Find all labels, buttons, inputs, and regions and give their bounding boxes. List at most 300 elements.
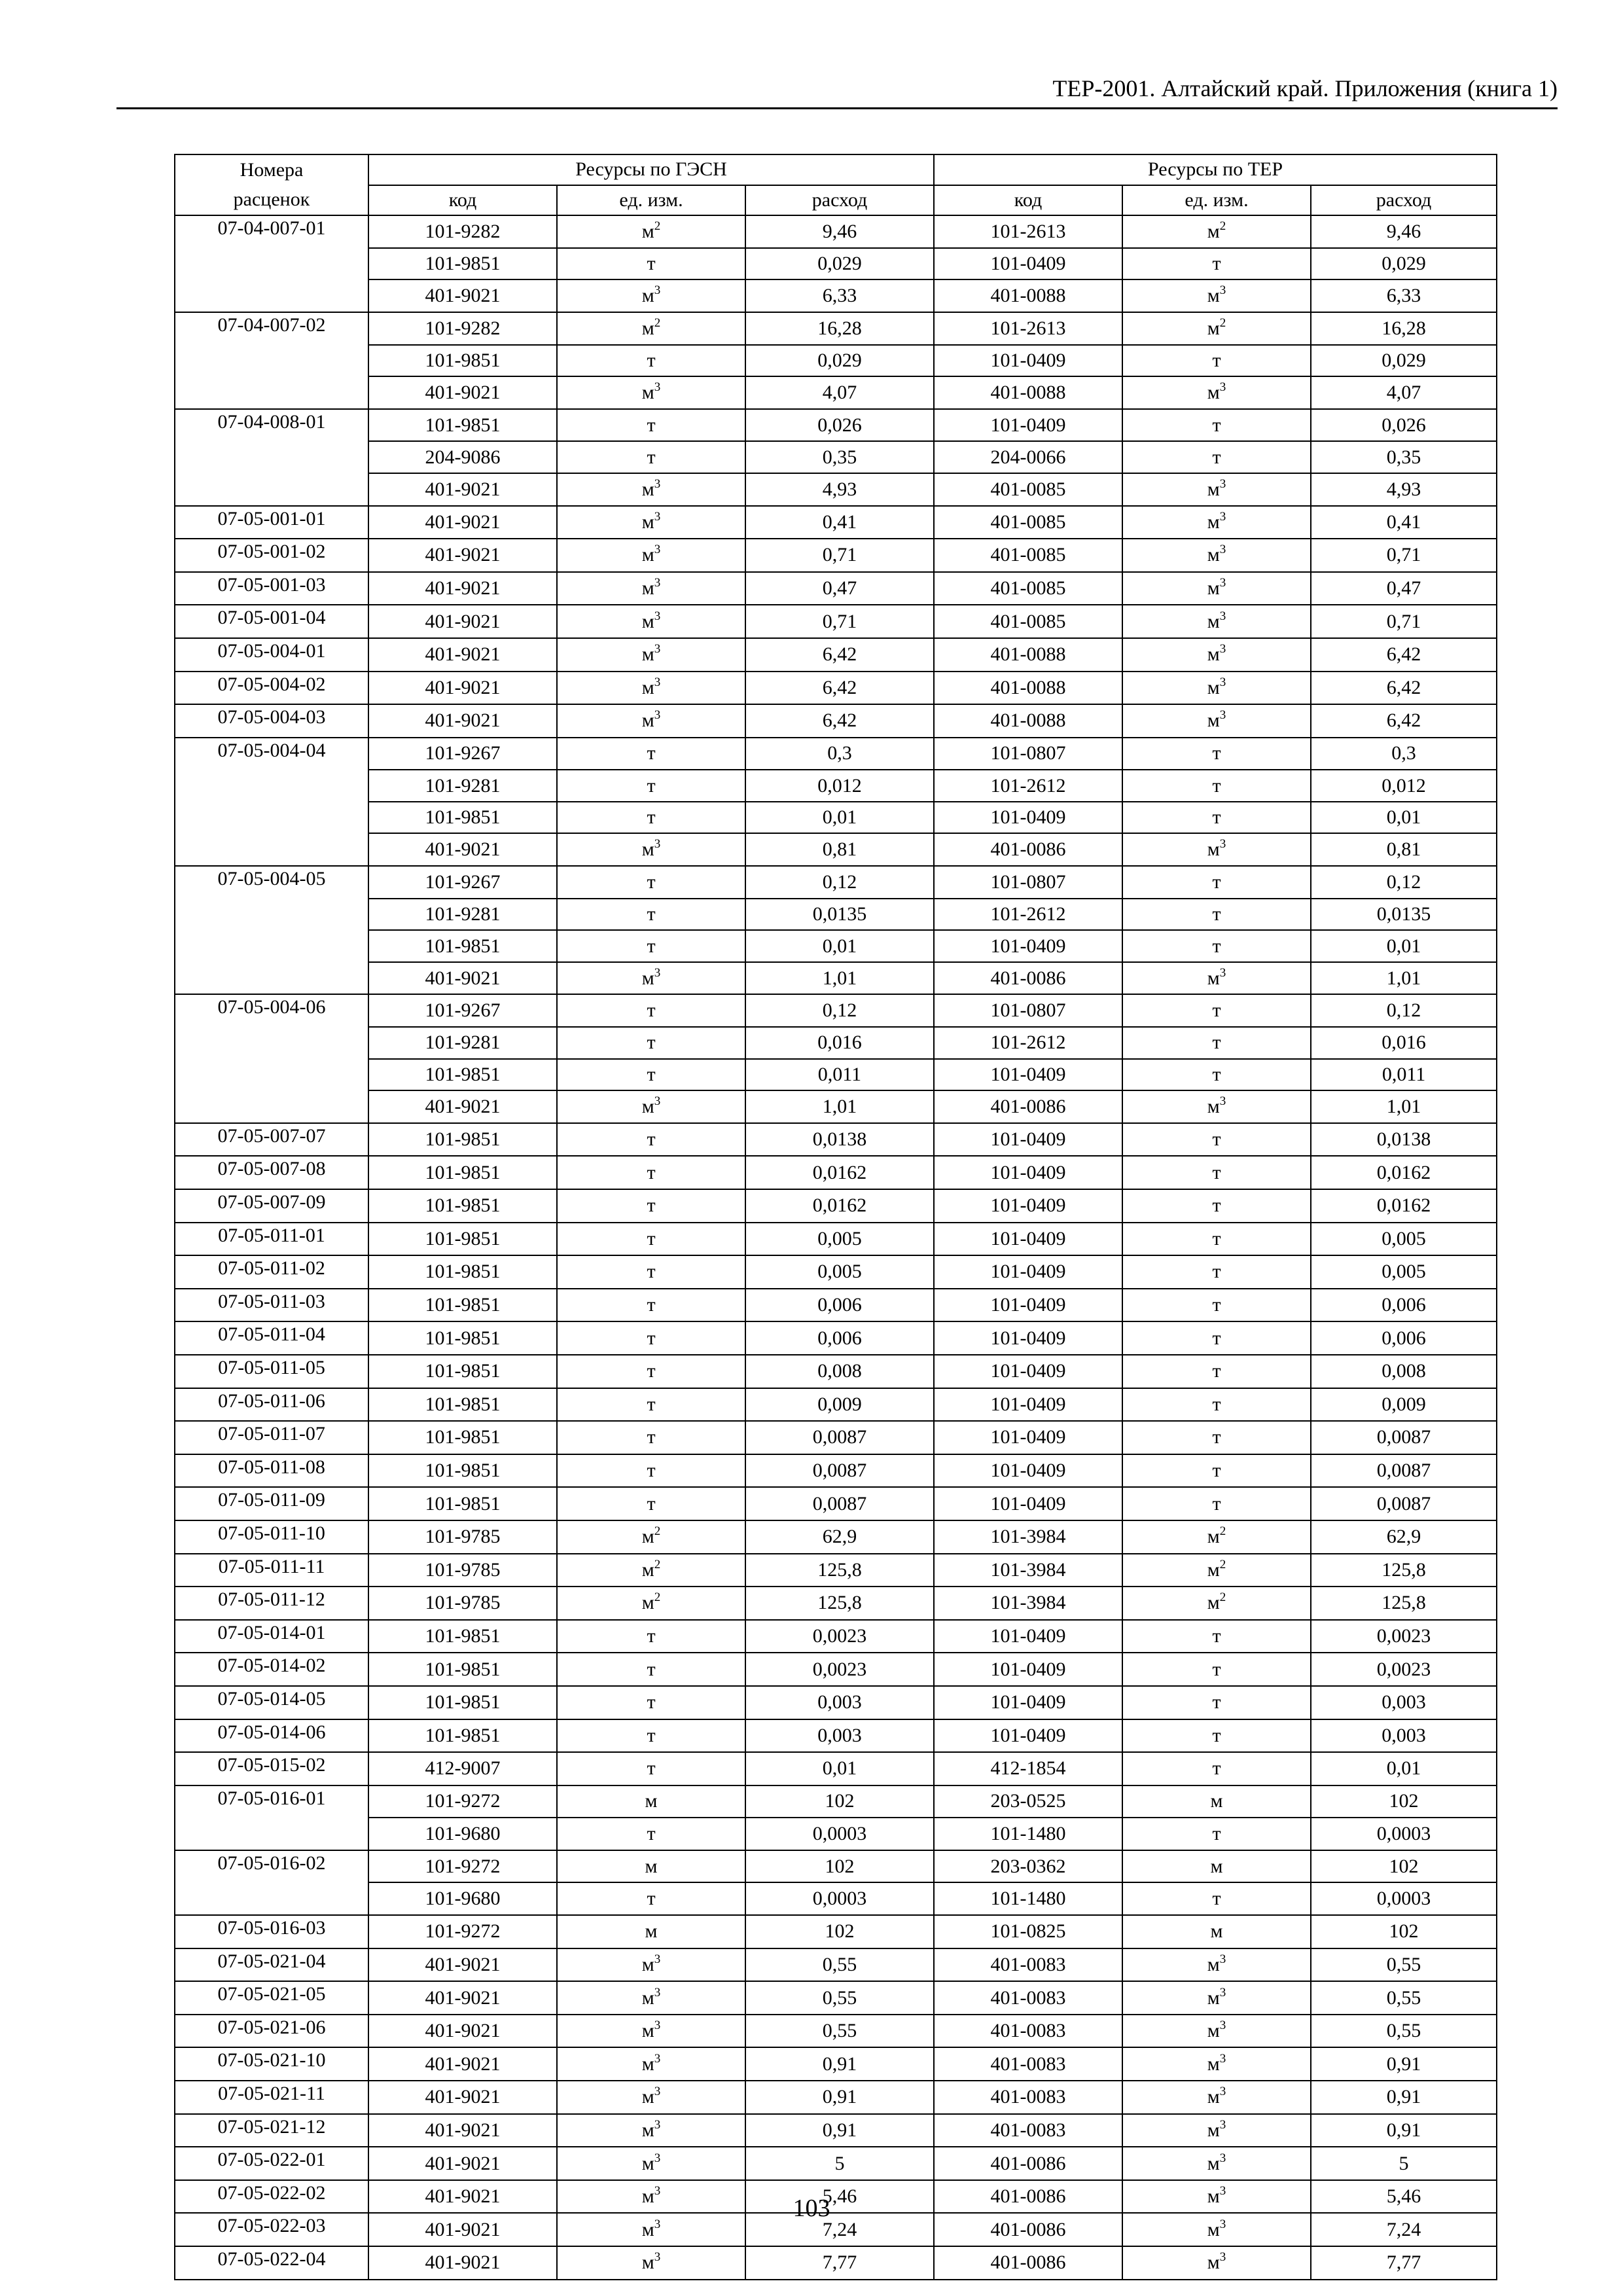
gesn-unit-cell-text: м	[641, 1096, 654, 1118]
gesn-code-cell	[368, 1752, 557, 1785]
ter-code-cell	[934, 1189, 1122, 1223]
ter-amount-cell-text: 7,24	[1386, 2218, 1421, 2240]
table-row	[175, 1454, 1497, 1488]
gesn-amount-cell	[745, 1850, 934, 1883]
ter-amount-cell	[1311, 2047, 1497, 2081]
gesn-code-cell-text: 101-9851	[425, 1294, 501, 1316]
ter-amount-cell	[1311, 1421, 1497, 1454]
ter-amount-cell	[1311, 248, 1497, 280]
gesn-code-cell	[368, 994, 557, 1027]
ter-unit-cell-text: м	[1207, 1526, 1220, 1548]
gesn-unit-cell-exponent: 3	[654, 509, 661, 524]
ter-unit-cell-text: т	[1212, 870, 1221, 893]
ter-amount-cell	[1311, 1850, 1497, 1883]
ter-unit-cell-text: м	[1207, 2020, 1220, 2042]
ter-unit-cell-text: т	[1212, 1625, 1221, 1647]
rate-number-cell-text: 07-05-011-11	[218, 1555, 325, 1577]
ter-code-cell-text: 101-0409	[990, 1393, 1066, 1415]
gesn-amount-cell-text: 1,01	[822, 1096, 857, 1118]
gesn-amount-cell-text: 6,33	[822, 285, 857, 307]
ter-unit-cell-text: т	[1212, 806, 1221, 829]
ter-unit-cell	[1122, 1156, 1311, 1189]
ter-unit-cell-text: м	[1207, 2086, 1220, 2108]
gesn-code-cell-text: 101-9281	[425, 774, 501, 797]
table-row	[175, 345, 1497, 377]
rate-number-cell	[175, 638, 368, 672]
ter-code-cell-text: 401-0085	[990, 610, 1066, 632]
gesn-amount-cell-text: 0,0162	[812, 1194, 867, 1217]
ter-amount-cell	[1311, 473, 1497, 506]
ter-code-cell-text: 101-0409	[990, 1625, 1066, 1647]
table-row	[175, 2147, 1497, 2180]
ter-unit-cell	[1122, 1487, 1311, 1520]
ter-code-cell	[934, 1686, 1122, 1719]
gesn-unit-cell-text: м	[641, 1558, 654, 1581]
header-gesn-unit: ед. изм.	[557, 185, 745, 216]
ter-code-cell	[934, 962, 1122, 995]
gesn-code-cell-text: 101-9785	[425, 1526, 501, 1548]
ter-amount-cell	[1311, 1818, 1497, 1850]
table-row	[175, 1686, 1497, 1719]
gesn-code-cell	[368, 1653, 557, 1686]
ter-amount-cell-text: 0,003	[1382, 1691, 1426, 1713]
gesn-code-cell-text: 401-9021	[425, 285, 501, 307]
gesn-amount-cell-text: 5	[834, 2152, 845, 2174]
rate-number-cell	[175, 1059, 368, 1091]
rate-number-cell-text: 07-05-021-05	[217, 1983, 326, 2005]
ter-unit-cell-exponent: 3	[1219, 2117, 1226, 2132]
gesn-amount-cell	[745, 1255, 934, 1289]
rate-number-cell-text: 07-05-014-05	[217, 1687, 326, 1710]
gesn-unit-cell-text: т	[647, 446, 656, 468]
gesn-unit-cell-text: м	[641, 544, 654, 566]
gesn-amount-cell-text: 0,01	[822, 935, 857, 957]
ter-amount-cell-text: 0,0135	[1376, 903, 1431, 925]
table-row	[175, 1520, 1497, 1554]
ter-unit-cell-exponent: 3	[1219, 1952, 1226, 1966]
ter-unit-cell	[1122, 770, 1311, 802]
rate-number-cell-text: 07-05-007-08	[217, 1158, 326, 1180]
gesn-amount-cell	[745, 899, 934, 931]
ter-code-cell	[934, 1520, 1122, 1554]
gesn-amount-cell	[745, 1554, 934, 1587]
table-header-row-sub	[175, 185, 1497, 216]
gesn-unit-cell-text: м	[645, 1920, 658, 1943]
ter-amount-cell	[1311, 704, 1497, 738]
ter-code-cell	[934, 312, 1122, 345]
ter-code-cell	[934, 1818, 1122, 1850]
gesn-code-cell	[368, 833, 557, 866]
ter-code-cell	[934, 539, 1122, 572]
header-ter-code: код	[934, 185, 1122, 216]
table-row	[175, 279, 1497, 312]
gesn-amount-cell-text: 6,42	[822, 643, 857, 666]
gesn-code-cell	[368, 345, 557, 377]
gesn-code-cell	[368, 899, 557, 931]
ter-amount-cell-text: 0,029	[1382, 349, 1426, 371]
gesn-amount-cell	[745, 833, 934, 866]
ter-amount-cell	[1311, 738, 1497, 770]
ter-code-cell-text: 401-0088	[990, 643, 1066, 666]
gesn-amount-cell-text: 0,3	[827, 742, 852, 764]
gesn-code-cell-text: 401-9021	[425, 2185, 501, 2208]
rate-number-cell-text: 07-05-021-10	[217, 2049, 326, 2072]
ter-unit-cell-text: м	[1207, 1096, 1220, 1118]
ter-unit-cell	[1122, 1915, 1311, 1948]
ter-unit-cell-exponent: 3	[1219, 576, 1226, 590]
ter-unit-cell-text: т	[1212, 1393, 1221, 1415]
rate-number-cell	[175, 2147, 368, 2180]
ter-code-cell	[934, 1850, 1122, 1883]
ter-amount-cell	[1311, 1454, 1497, 1488]
gesn-unit-cell-text: т	[647, 774, 656, 797]
gesn-code-cell-text: 101-9851	[425, 1625, 501, 1647]
rate-number-cell	[175, 539, 368, 572]
ter-code-cell-text: 101-0409	[990, 1294, 1066, 1316]
ter-code-cell	[934, 1321, 1122, 1355]
header-gesn-amount: расход	[745, 185, 934, 216]
gesn-unit-cell-text: т	[647, 1757, 656, 1780]
ter-amount-cell	[1311, 1090, 1497, 1123]
ter-amount-cell	[1311, 930, 1497, 962]
gesn-unit-cell	[557, 866, 745, 899]
gesn-unit-cell-exponent: 3	[654, 2117, 661, 2132]
ter-code-cell	[934, 2081, 1122, 2114]
gesn-code-cell-text: 101-9851	[425, 349, 501, 371]
ter-amount-cell	[1311, 2081, 1497, 2114]
ter-code-cell-text: 401-0083	[990, 1986, 1066, 2009]
rate-number-cell	[175, 1289, 368, 1322]
gesn-amount-cell-text: 4,93	[822, 478, 857, 500]
ter-unit-cell-text: м	[1207, 1558, 1220, 1581]
gesn-unit-cell-text: т	[647, 1128, 656, 1151]
gesn-code-cell-text: 401-9021	[425, 1986, 501, 2009]
ter-amount-cell-text: 0,91	[1386, 2086, 1421, 2108]
rate-number-cell-text: 07-05-011-09	[218, 1489, 325, 1511]
rate-number-cell-text: 07-05-015-02	[217, 1754, 326, 1776]
ter-amount-cell-text: 0,91	[1386, 2119, 1421, 2141]
ter-amount-cell-text: 62,9	[1386, 1526, 1421, 1548]
gesn-code-cell	[368, 1948, 557, 1982]
ter-unit-cell-text: м	[1207, 381, 1220, 403]
gesn-code-cell	[368, 1388, 557, 1422]
gesn-code-cell	[368, 506, 557, 539]
ter-amount-cell-text: 0,0138	[1376, 1128, 1431, 1151]
rate-number-cell-text: 07-05-021-11	[218, 2083, 325, 2105]
gesn-code-cell-text: 101-9851	[425, 1360, 501, 1382]
ter-code-cell-text: 101-0409	[990, 935, 1066, 957]
rate-number-cell-text: 07-05-011-12	[218, 1588, 325, 1611]
ter-amount-cell	[1311, 833, 1497, 866]
ter-code-cell	[934, 930, 1122, 962]
ter-unit-cell-text: т	[1212, 903, 1221, 925]
gesn-unit-cell-text: т	[647, 999, 656, 1022]
ter-amount-cell	[1311, 2147, 1497, 2180]
ter-code-cell	[934, 2147, 1122, 2180]
rate-number-cell-text: 07-05-021-06	[217, 2016, 326, 2038]
ter-code-cell-text: 101-0409	[990, 1360, 1066, 1382]
gesn-code-cell-text: 101-9851	[425, 414, 501, 436]
ter-amount-cell-text: 16,28	[1382, 317, 1426, 339]
ter-unit-cell	[1122, 1321, 1311, 1355]
gesn-code-cell	[368, 441, 557, 473]
ter-unit-cell	[1122, 1719, 1311, 1753]
gesn-amount-cell-text: 0,003	[817, 1691, 862, 1713]
ter-code-cell-text: 101-0409	[990, 253, 1066, 275]
ter-unit-cell-exponent: 3	[1219, 283, 1226, 298]
ter-code-cell	[934, 345, 1122, 377]
ter-amount-cell	[1311, 1355, 1497, 1388]
gesn-amount-cell	[745, 312, 934, 345]
ter-code-cell-text: 101-0409	[990, 1658, 1066, 1680]
gesn-amount-cell	[745, 1421, 934, 1454]
rate-number-cell	[175, 1818, 368, 1850]
gesn-unit-cell	[557, 994, 745, 1027]
ter-amount-cell	[1311, 1321, 1497, 1355]
ter-code-cell-text: 401-0088	[990, 709, 1066, 732]
ter-amount-cell-text: 0,029	[1382, 253, 1426, 275]
gesn-unit-cell	[557, 605, 745, 638]
gesn-unit-cell	[557, 1454, 745, 1488]
rate-number-cell	[175, 1454, 368, 1488]
ter-unit-cell-text: т	[1212, 1161, 1221, 1183]
gesn-unit-cell	[557, 1355, 745, 1388]
gesn-unit-cell	[557, 833, 745, 866]
gesn-code-cell-text: 401-9021	[425, 610, 501, 632]
gesn-unit-cell-text: м	[641, 2218, 654, 2240]
gesn-code-cell	[368, 802, 557, 834]
ter-amount-cell-text: 0,0162	[1376, 1194, 1431, 1217]
ter-code-cell	[934, 1156, 1122, 1189]
ter-unit-cell-text: м	[1207, 2053, 1220, 2075]
ter-amount-cell-text: 0,71	[1386, 544, 1421, 566]
gesn-code-cell-text: 101-9785	[425, 1558, 501, 1581]
gesn-unit-cell-exponent: 3	[654, 965, 661, 980]
ter-amount-cell-text: 4,93	[1386, 478, 1421, 500]
gesn-amount-cell-text: 0,012	[817, 774, 862, 797]
ter-unit-cell-text: м	[1207, 838, 1220, 861]
gesn-amount-cell-text: 102	[825, 1920, 855, 1943]
gesn-unit-cell-text: м	[641, 478, 654, 500]
table-row	[175, 312, 1497, 345]
ter-unit-cell	[1122, 1686, 1311, 1719]
rate-number-cell-text: 07-05-016-03	[217, 1917, 326, 1939]
ter-unit-cell	[1122, 638, 1311, 672]
gesn-code-cell-text: 401-9021	[425, 2251, 501, 2274]
ter-unit-cell-exponent: 2	[1219, 1557, 1226, 1571]
ter-code-cell-text: 401-0083	[990, 2086, 1066, 2108]
table-row	[175, 473, 1497, 506]
table-row	[175, 638, 1497, 672]
table-row	[175, 1818, 1497, 1850]
ter-amount-cell-text: 6,42	[1386, 709, 1421, 732]
gesn-amount-cell-text: 0,47	[822, 577, 857, 600]
rate-number-cell-text: 07-05-001-03	[217, 573, 326, 596]
ter-unit-cell-text: м	[1207, 2119, 1220, 2141]
rate-number-cell	[175, 802, 368, 834]
ter-code-cell	[934, 1421, 1122, 1454]
gesn-unit-cell	[557, 2047, 745, 2081]
gesn-code-cell	[368, 1454, 557, 1488]
gesn-amount-cell-text: 1,01	[822, 967, 857, 989]
rate-number-cell	[175, 1156, 368, 1189]
ter-amount-cell-text: 5	[1399, 2152, 1409, 2174]
gesn-unit-cell-text: м	[641, 317, 654, 339]
gesn-amount-cell	[745, 1620, 934, 1653]
gesn-code-cell-text: 101-9851	[425, 1691, 501, 1713]
ter-code-cell-text: 401-0083	[990, 2119, 1066, 2141]
ter-unit-cell	[1122, 1223, 1311, 1256]
rate-number-cell	[175, 215, 368, 248]
ter-unit-cell-text: т	[1212, 1724, 1221, 1746]
gesn-unit-cell-text: м	[641, 676, 654, 698]
ter-amount-cell-text: 0,3	[1391, 742, 1416, 764]
gesn-unit-cell	[557, 1915, 745, 1948]
ter-code-cell-text: 101-0409	[990, 414, 1066, 436]
ter-amount-cell	[1311, 376, 1497, 409]
gesn-unit-cell	[557, 473, 745, 506]
rate-number-cell-text: 07-05-004-05	[217, 868, 326, 890]
ter-amount-cell	[1311, 1587, 1497, 1620]
rate-number-cell	[175, 1686, 368, 1719]
gesn-unit-cell-text: т	[647, 935, 656, 957]
gesn-unit-cell	[557, 1123, 745, 1157]
table-row	[175, 672, 1497, 705]
ter-unit-cell	[1122, 672, 1311, 705]
ter-unit-cell	[1122, 962, 1311, 995]
ter-code-cell-text: 412-1854	[990, 1757, 1066, 1780]
header-rates-top: Номера	[175, 154, 368, 185]
ter-amount-cell-text: 125,8	[1382, 1558, 1426, 1581]
ter-unit-cell-text: т	[1212, 1227, 1221, 1249]
rate-number-cell-text: 07-05-011-03	[218, 1290, 325, 1312]
gesn-unit-cell	[557, 441, 745, 473]
gesn-amount-cell	[745, 1587, 934, 1620]
ter-code-cell-text: 401-0085	[990, 577, 1066, 600]
gesn-unit-cell	[557, 802, 745, 834]
ter-unit-cell-text: м	[1207, 1953, 1220, 1975]
ter-code-cell-text: 101-0409	[990, 1227, 1066, 1249]
gesn-code-cell	[368, 1355, 557, 1388]
gesn-code-cell	[368, 1915, 557, 1948]
ter-unit-cell-exponent: 2	[1219, 315, 1226, 330]
ter-amount-cell	[1311, 962, 1497, 995]
table-row	[175, 539, 1497, 572]
gesn-unit-cell-exponent: 3	[654, 2151, 661, 2165]
gesn-code-cell-text: 101-9851	[425, 1227, 501, 1249]
gesn-amount-cell-text: 6,42	[822, 676, 857, 698]
gesn-unit-cell-text: т	[647, 1261, 656, 1283]
header-ter-group: Ресурсы по ТЕР	[934, 154, 1497, 185]
ter-code-cell-text: 101-0409	[990, 1327, 1066, 1349]
gesn-amount-cell-text: 0,011	[817, 1063, 862, 1085]
gesn-unit-cell-text: м	[641, 2185, 654, 2208]
gesn-unit-cell-text: т	[647, 414, 656, 436]
ter-amount-cell	[1311, 312, 1497, 345]
gesn-unit-cell	[557, 1818, 745, 1850]
ter-amount-cell	[1311, 672, 1497, 705]
gesn-amount-cell-text: 0,0087	[812, 1460, 867, 1482]
ter-code-cell	[934, 1785, 1122, 1818]
ter-code-cell-text: 101-2613	[990, 220, 1066, 242]
ter-amount-cell-text: 0,71	[1386, 610, 1421, 632]
gesn-amount-cell-text: 0,01	[822, 1757, 857, 1780]
page-number: 103	[793, 2195, 830, 2222]
ter-amount-cell-text: 0,012	[1382, 774, 1426, 797]
rate-number-cell	[175, 1355, 368, 1388]
ter-amount-cell-text: 5,46	[1386, 2185, 1421, 2208]
ter-unit-cell-text: м	[1207, 676, 1220, 698]
ter-unit-cell-text: м	[1210, 1790, 1223, 1812]
gesn-unit-cell	[557, 312, 745, 345]
gesn-unit-cell-exponent: 3	[654, 2250, 661, 2265]
gesn-amount-cell	[745, 1915, 934, 1948]
gesn-amount-cell	[745, 738, 934, 770]
gesn-code-cell	[368, 473, 557, 506]
ter-amount-cell-text: 0,011	[1382, 1063, 1426, 1085]
rate-number-cell-text: 07-05-022-02	[217, 2181, 326, 2204]
ter-code-cell	[934, 1223, 1122, 1256]
ter-amount-cell	[1311, 2246, 1497, 2280]
ter-amount-cell	[1311, 215, 1497, 248]
ter-code-cell	[934, 1090, 1122, 1123]
gesn-unit-cell-text: т	[647, 1658, 656, 1680]
table-row	[175, 506, 1497, 539]
ter-unit-cell	[1122, 1653, 1311, 1686]
ter-code-cell-text: 401-0083	[990, 1953, 1066, 1975]
ter-unit-cell	[1122, 1027, 1311, 1059]
gesn-unit-cell-text: м	[641, 220, 654, 242]
gesn-amount-cell	[745, 376, 934, 409]
gesn-unit-cell	[557, 1587, 745, 1620]
ter-unit-cell-text: т	[1212, 999, 1221, 1022]
gesn-code-cell-text: 101-9680	[425, 1888, 501, 1910]
ter-amount-cell-text: 102	[1389, 1920, 1419, 1943]
gesn-unit-cell	[557, 279, 745, 312]
ter-amount-cell-text: 1,01	[1386, 967, 1421, 989]
rate-number-cell	[175, 312, 368, 345]
table-row	[175, 770, 1497, 802]
table-row	[175, 1653, 1497, 1686]
gesn-unit-cell-text: м	[641, 967, 654, 989]
ter-unit-cell-text: т	[1212, 1031, 1221, 1054]
header-title: ТЕР-2001. Алтайский край. Приложения (книга 1)	[1052, 75, 1558, 101]
rate-number-cell-text: 07-05-011-06	[218, 1390, 325, 1412]
ter-unit-cell	[1122, 1620, 1311, 1653]
rate-number-cell-text: 07-04-008-01	[217, 410, 326, 433]
table-row	[175, 409, 1497, 442]
gesn-unit-cell-exponent: 3	[654, 609, 661, 623]
ter-code-cell-text: 401-0086	[990, 2251, 1066, 2274]
rate-number-cell-text: 07-05-004-03	[217, 706, 326, 728]
gesn-amount-cell	[745, 1752, 934, 1785]
gesn-amount-cell-text: 0,01	[822, 806, 857, 829]
header-gesn-group: Ресурсы по ГЭСН	[368, 154, 934, 185]
ter-unit-cell-exponent: 3	[1219, 509, 1226, 524]
gesn-unit-cell-exponent: 3	[654, 2217, 661, 2231]
gesn-code-cell	[368, 638, 557, 672]
ter-unit-cell-text: м	[1207, 478, 1220, 500]
ter-amount-cell-text: 0,47	[1386, 577, 1421, 600]
gesn-unit-cell	[557, 930, 745, 962]
ter-unit-cell-text: т	[1212, 1691, 1221, 1713]
ter-unit-cell-exponent: 3	[1219, 2151, 1226, 2165]
ter-code-cell	[934, 1915, 1122, 1948]
rate-number-cell	[175, 930, 368, 962]
gesn-code-cell-text: 101-9851	[425, 1261, 501, 1283]
gesn-unit-cell-text: м	[641, 2053, 654, 2075]
ter-code-cell	[934, 1454, 1122, 1488]
